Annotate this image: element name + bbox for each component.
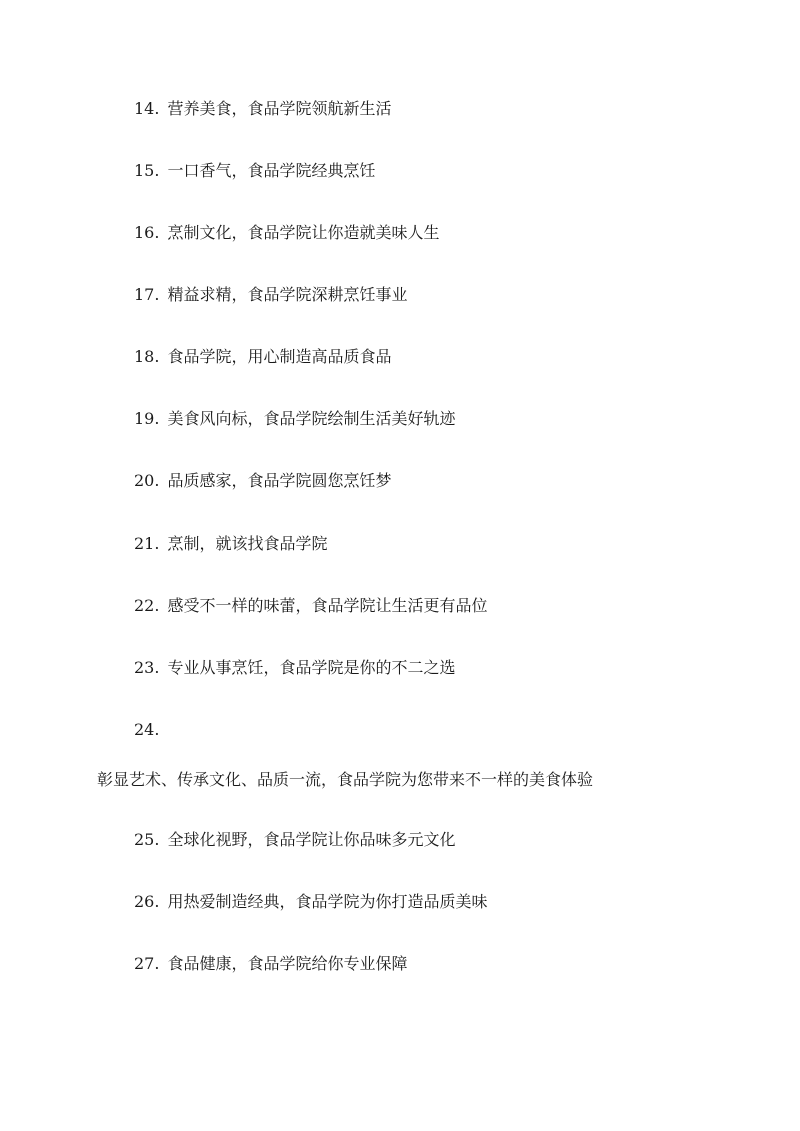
list-item	[134, 657, 455, 679]
list-item	[134, 160, 375, 182]
item-text: 专业从事烹饪，食品学院是你的不二之选	[167, 658, 456, 677]
list-item	[134, 953, 407, 975]
item-number: 23.	[134, 658, 160, 677]
list-item	[134, 470, 391, 492]
item-number: 22.	[134, 596, 160, 615]
item-number: 18.	[134, 347, 160, 366]
item-number: 20.	[134, 471, 160, 490]
item-text: 感受不一样的味蕾，食品学院让生活更有品位	[167, 596, 488, 615]
item-text: 烹制文化，食品学院让你造就美味人生	[167, 223, 440, 242]
item-text: 烹制，就该找食品学院	[167, 534, 328, 553]
item-text: 品质感家，食品学院圆您烹饪梦	[167, 471, 392, 490]
list-item	[134, 829, 455, 851]
item-number: 17.	[134, 285, 160, 304]
item-text: 精益求精，食品学院深耕烹饪事业	[167, 285, 408, 304]
list-item	[134, 533, 327, 555]
item-number: 26.	[134, 892, 160, 911]
list-item	[134, 346, 391, 368]
item-text: 用热爱制造经典，食品学院为你打造品质美味	[167, 892, 488, 911]
item-text: 一口香气，食品学院经典烹饪	[167, 161, 376, 180]
list-item	[134, 719, 167, 741]
item-number: 24.	[134, 720, 160, 739]
list-item	[134, 891, 487, 913]
list-item	[134, 98, 391, 120]
item-number: 25.	[134, 830, 160, 849]
item-number: 15.	[134, 161, 160, 180]
item-number: 19.	[134, 409, 160, 428]
list-item	[134, 408, 455, 430]
item-text: 食品学院，用心制造高品质食品	[167, 347, 392, 366]
item-number: 27.	[134, 954, 160, 973]
item-number: 21.	[134, 534, 160, 553]
item-number: 16.	[134, 223, 160, 242]
item-number: 14.	[134, 99, 160, 118]
list-item	[134, 284, 407, 306]
list-item	[134, 595, 487, 617]
list-item	[134, 222, 439, 244]
item-text: 全球化视野，食品学院让你品味多元文化	[167, 830, 456, 849]
list-item-continuation: 彰显艺术、传承文化、品质一流，食品学院为您带来不一样的美食体验	[97, 770, 594, 789]
item-text: 营养美食，食品学院领航新生活	[167, 99, 392, 118]
item-text: 美食风向标，食品学院绘制生活美好轨迹	[167, 409, 456, 428]
item-text: 食品健康，食品学院给你专业保障	[167, 954, 408, 973]
